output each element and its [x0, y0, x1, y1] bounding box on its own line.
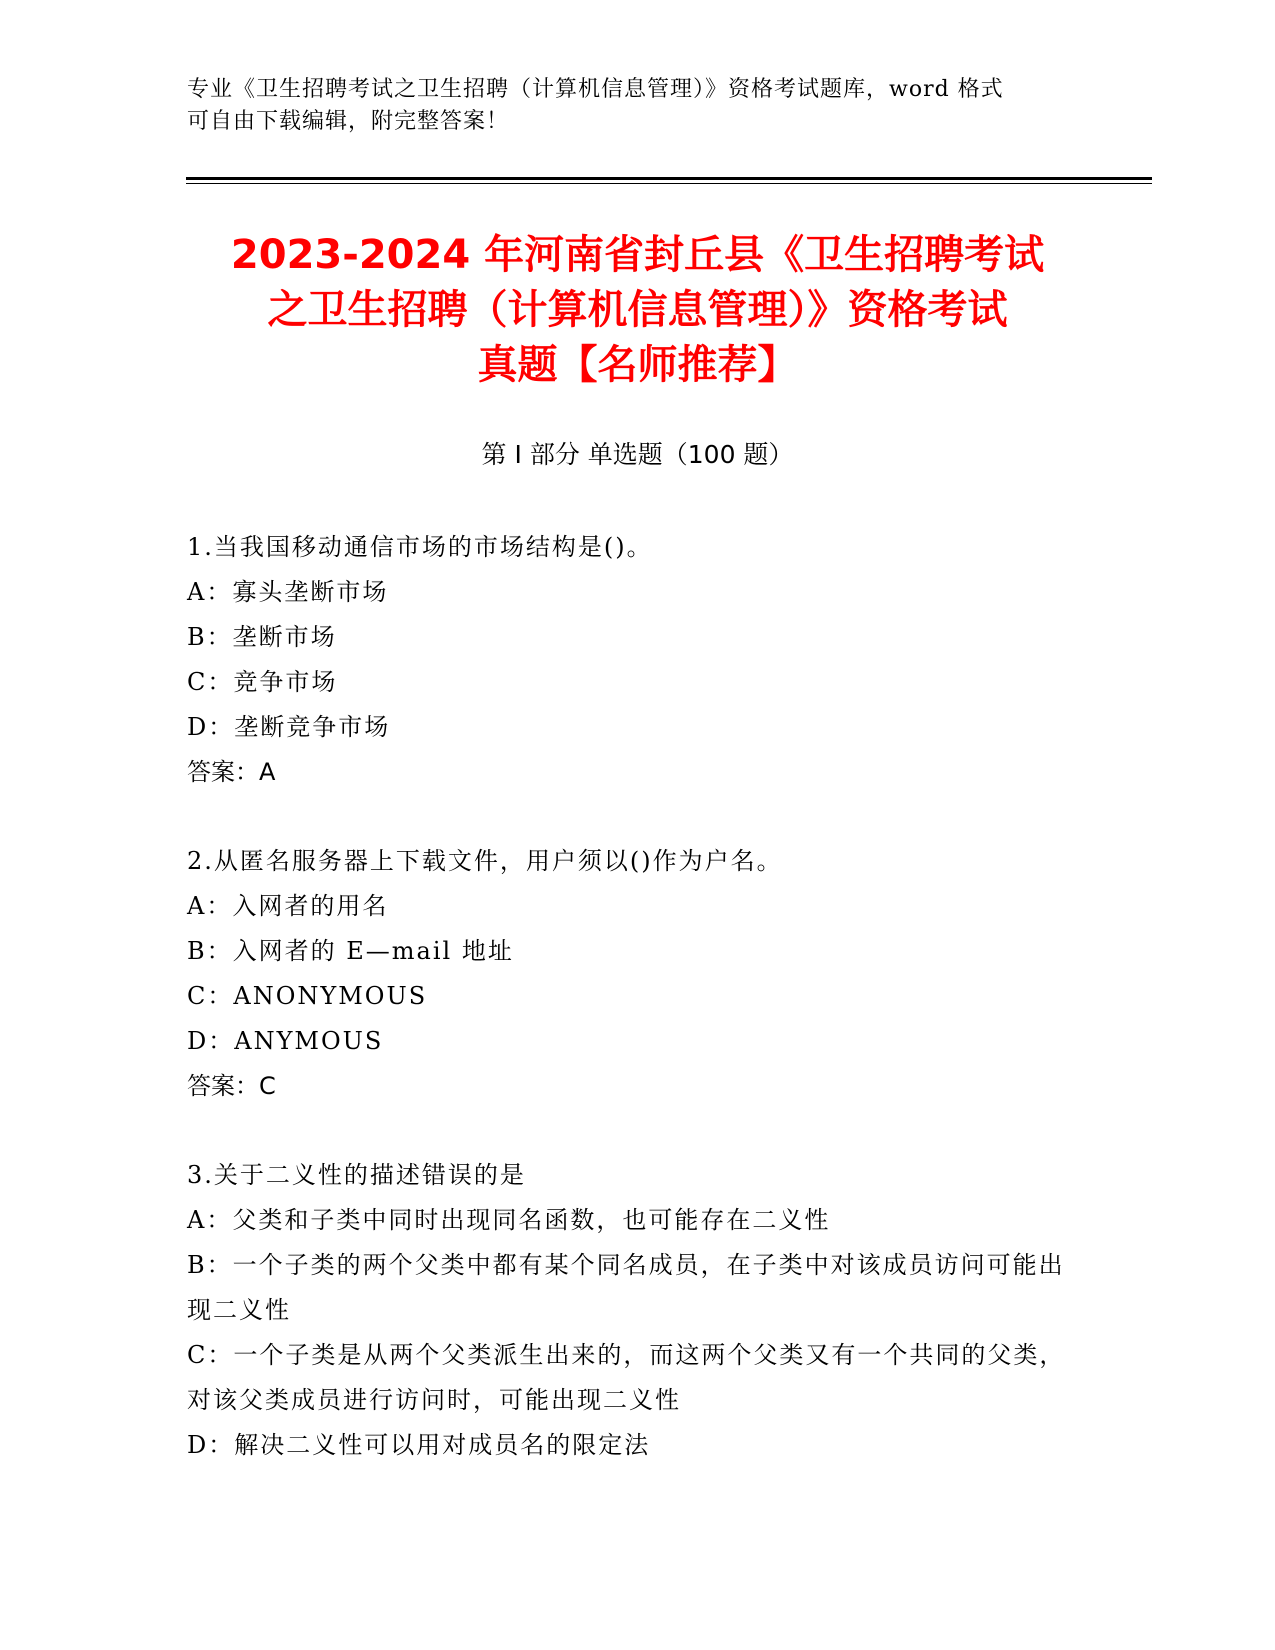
question-stem: 2.从匿名服务器上下载文件，用户须以()作为户名。: [187, 847, 783, 875]
header-note-line-1: 专业《卫生招聘考试之卫生招聘（计算机信息管理）》资格考试题库，word 格式: [187, 77, 1004, 102]
section-heading: 第 I 部分 单选题（100 题）: [481, 440, 794, 469]
title-line-3: 真题【名师推荐】: [477, 342, 798, 388]
option-d: D：解决二义性可以用对成员名的限定法: [187, 1431, 651, 1459]
option-b: B：垄断市场: [187, 623, 337, 651]
answer: 答案：C: [187, 1072, 276, 1100]
question-3: [187, 1153, 1087, 1468]
option-b: B：入网者的 E—mail 地址: [187, 937, 514, 965]
option-a: A：寡头垄断市场: [187, 578, 389, 606]
header-rule-thick: [186, 177, 1152, 180]
title-line-1: 2023-2024 年河南省封丘县《卫生招聘考试: [230, 232, 1045, 278]
option-a: A：入网者的用名: [187, 892, 389, 920]
option-b: B：一个子类的两个父类中都有某个同名成员，在子类中对该成员访问可能出现二义性: [187, 1251, 1065, 1324]
header-rule-thin: [186, 183, 1152, 184]
option-c: C：ANONYMOUS: [187, 982, 428, 1010]
question-list: [187, 525, 1087, 1512]
option-d: D：垄断竞争市场: [187, 713, 391, 741]
title-line-2: 之卫生招聘（计算机信息管理）》资格考试: [267, 287, 1008, 333]
question-stem: 1.当我国移动通信市场的市场结构是()。: [187, 533, 653, 561]
option-a: A：父类和子类中同时出现同名函数，也可能存在二义性: [187, 1206, 831, 1234]
header-note-line-2: 可自由下载编辑，附完整答案！: [187, 109, 510, 134]
question-2: [187, 839, 1087, 1109]
document-title: [150, 228, 1125, 393]
question-stem: 3.关于二义性的描述错误的是: [187, 1161, 526, 1189]
option-c: C：竞争市场: [187, 668, 338, 696]
question-1: [187, 525, 1087, 795]
answer: 答案：A: [187, 758, 276, 786]
option-c: C：一个子类是从两个父类派生出来的，而这两个父类又有一个共同的父类，对该父类成员进行访问时，可能出现二义性: [187, 1341, 1066, 1414]
header-note: [187, 74, 1087, 138]
option-d: D：ANYMOUS: [187, 1027, 384, 1055]
